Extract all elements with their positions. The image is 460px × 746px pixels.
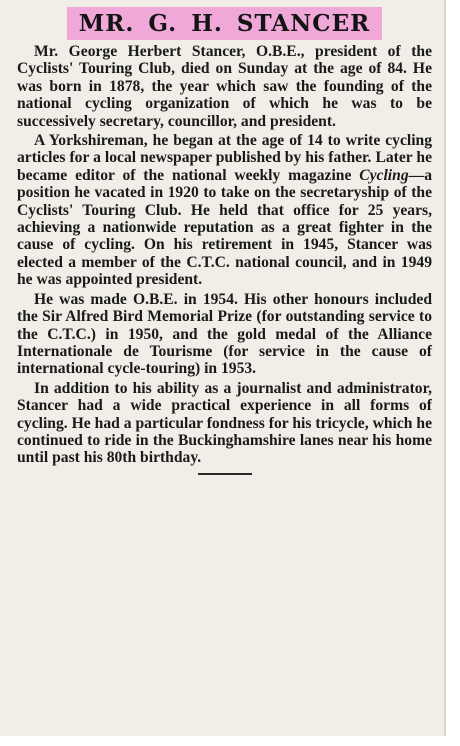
end-rule xyxy=(198,473,252,475)
article-body xyxy=(17,43,432,467)
headline-container xyxy=(17,7,432,42)
paragraph-3: He was made O.B.E. in 1954. His other honours included the Sir Alfred Bird Memorial Prize (for outstanding service to the C.T.C.) in 1950, and the gold medal of the Alliance Internationale de Tourisme (for service in the cause of international cycle-touring) in 1953. xyxy=(17,290,432,378)
magazine-title: Cycling xyxy=(359,166,409,184)
paragraph-2 xyxy=(17,132,432,289)
headline: MR. G. H. STANCER xyxy=(67,7,382,40)
paragraph-4: In addition to his ability as a journalist and administrator, Stancer had a wide practical experience in all forms of cycling. He had a particular fondness for his tricycle, which he continued to ride in the Buckinghamshire lanes near his home until past his 80th birthday. xyxy=(17,379,432,467)
paragraph-2-end: —a position he vacated in 1920 to take on the secretaryship of the Cyclists' Touring Club. He held that office for 25 years, achieving a nationwide reputation as a great fighter in the cause of cycling. On his retirement in 1945, Stancer was elected a member of the C.T.C. national council, and in 1949 he was appointed president. xyxy=(17,166,433,289)
paragraph-2-start: A Yorkshireman, he began at the age of 14 to write cycling articles for a local newspaper published by his father. Later he became editor of the national weekly magazine xyxy=(17,132,432,184)
paragraph-1: Mr. George Herbert Stancer, O.B.E., president of the Cyclists' Touring Club, died on Sunday at the age of 84. He was born in 1878, the year which saw the founding of the national cycling organization of which he was to be successively secretary, councillor, and president. xyxy=(17,43,432,130)
